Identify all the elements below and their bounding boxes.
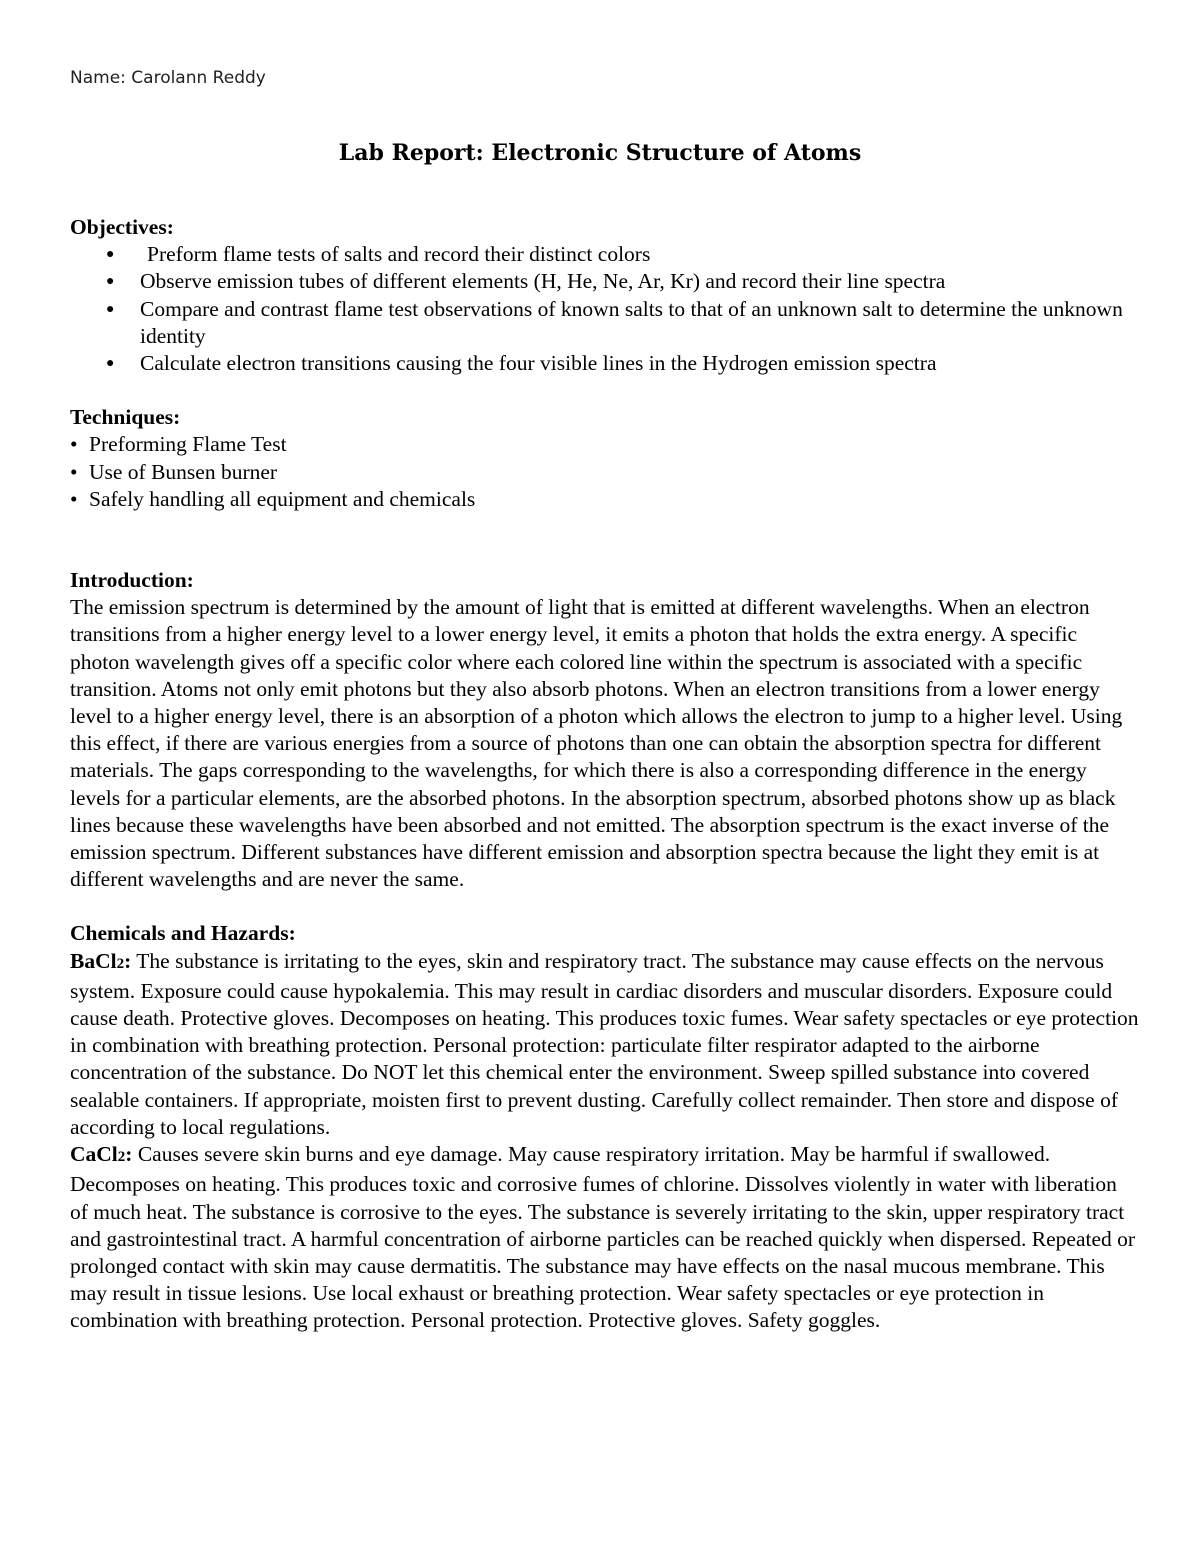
spacer	[70, 513, 1140, 567]
bullet-icon: •	[70, 486, 78, 511]
bacl2-subscript: 2	[116, 955, 125, 972]
bullet-icon: ●	[106, 301, 115, 317]
objective-text: Observe emission tubes of different elements (H, He, Ne, Ar, Kr) and record their line spectra	[140, 269, 946, 294]
techniques-list	[70, 431, 1140, 513]
cacl2-formula: CaCl	[70, 1142, 118, 1167]
author-name: Name: Carolann Reddy	[70, 68, 266, 88]
technique-text: Preforming Flame Test	[89, 432, 287, 457]
report-body	[70, 214, 1140, 1335]
technique-item	[70, 486, 1140, 513]
cacl2-label	[70, 1142, 132, 1166]
cacl2-subscript: 2	[117, 1149, 126, 1166]
techniques-heading: Techniques:	[70, 405, 181, 430]
bacl2-label	[70, 949, 131, 973]
report-title: Lab Report: Electronic Structure of Atoms	[338, 140, 862, 166]
objectives-heading: Objectives:	[70, 215, 174, 239]
objective-item	[70, 241, 1140, 268]
introduction-paragraph: The emission spectrum is determined by the amount of light that is emitted at different wavelengths. When an electron transitions from a higher energy level to a lower energy level, it emits a photon that holds the extra energy. A specific photon wavelength gives off a specific color where each colored line within the spectrum is associated with a specific transition. Atoms not only emit photons but they also absorb photons. When an electron transitions from a lower energy level to a higher energy level, there is an absorption of a photon which allows the electron to jump to a higher level. Using this effect, if there are various energies from a source of photons than one can obtain the absorption spectra for different materials. The gaps corresponding to the wavelengths, for which there is also a corresponding difference in the energy levels for a particular elements, are the absorbed photons. In the absorption spectrum, absorbed photons show up as black lines because these wavelengths have been absorbed and not emitted. The absorption spectrum is the exact inverse of the emission spectrum. Different substances have different emission and absorption spectra because the light they emit is at different wavelengths and are never the same.	[70, 595, 1123, 892]
technique-text: Use of Bunsen burner	[89, 459, 278, 484]
bullet-icon: •	[70, 432, 78, 457]
objective-item	[70, 268, 1140, 295]
chemicals-heading: Chemicals and Hazards:	[70, 921, 296, 946]
bullet-icon: ●	[106, 356, 115, 372]
objective-item	[70, 296, 1140, 350]
objective-item	[70, 350, 1140, 377]
bacl2-colon: :	[124, 948, 132, 973]
objective-text: Compare and contrast flame test observations of known salts to that of an unknown salt to determine the unknown identity	[140, 296, 1123, 348]
technique-item	[70, 459, 1140, 486]
cacl2-paragraph	[70, 1141, 1140, 1334]
cacl2-colon: :	[125, 1142, 133, 1167]
cacl2-hazards-text: Causes severe skin burns and eye damage. May cause respiratory irritation. May be harmful if swallowed. Decomposes on heating. This produces toxic and corrosive fumes of chlorine. Dissolves violently in water with liberation of much heat. The substance is corrosive to the eyes. The substance is severely irritating to the skin, upper respiratory tract and gastrointestinal tract. A harmful concentration of airborne particles can be reached quickly when dispersed. Repeated or prolonged contact with skin may cause dermatitis. The substance may have effects on the nasal mucous membrane. This may result in tissue lesions. Use local exhaust or breathing protection. Wear safety spectacles or eye protection in combination with breathing protection. Personal protection. Protective gloves. Safety goggles.	[70, 1142, 1136, 1333]
introduction-heading: Introduction:	[70, 568, 194, 593]
spacer	[70, 893, 1140, 920]
technique-item	[70, 431, 1140, 458]
bullet-icon: ●	[106, 247, 115, 263]
objective-text: Calculate electron transitions causing the four visible lines in the Hydrogen emission spectra	[140, 351, 937, 376]
objective-text: Preform flame tests of salts and record their distinct colors	[147, 242, 651, 267]
bullet-icon: •	[70, 459, 78, 484]
bullet-icon: ●	[106, 274, 115, 290]
technique-text: Safely handling all equipment and chemicals	[89, 486, 476, 511]
objectives-list	[70, 241, 1140, 377]
bacl2-formula: BaCl	[70, 948, 117, 973]
bacl2-hazards-text: The substance is irritating to the eyes, skin and respiratory tract. The substance may cause effects on the nervous system. Exposure could cause hypokalemia. This may result in cardiac disorders and muscular disorders. Exposure could cause death. Protective gloves. Decomposes on heating. This produces toxic fumes. Wear safety spectacles or eye protection in combination with breathing protection. Personal protection: particulate filter respirator adapted to the airborne concentration of the substance. Do NOT let this chemical enter the environment. Sweep spilled substance into covered sealable containers. If appropriate, moisten first to prevent dusting. Carefully collect remainder. Then store and dispose of according to local regulations.	[70, 948, 1139, 1139]
bacl2-paragraph	[70, 948, 1140, 1141]
spacer	[70, 377, 1140, 404]
